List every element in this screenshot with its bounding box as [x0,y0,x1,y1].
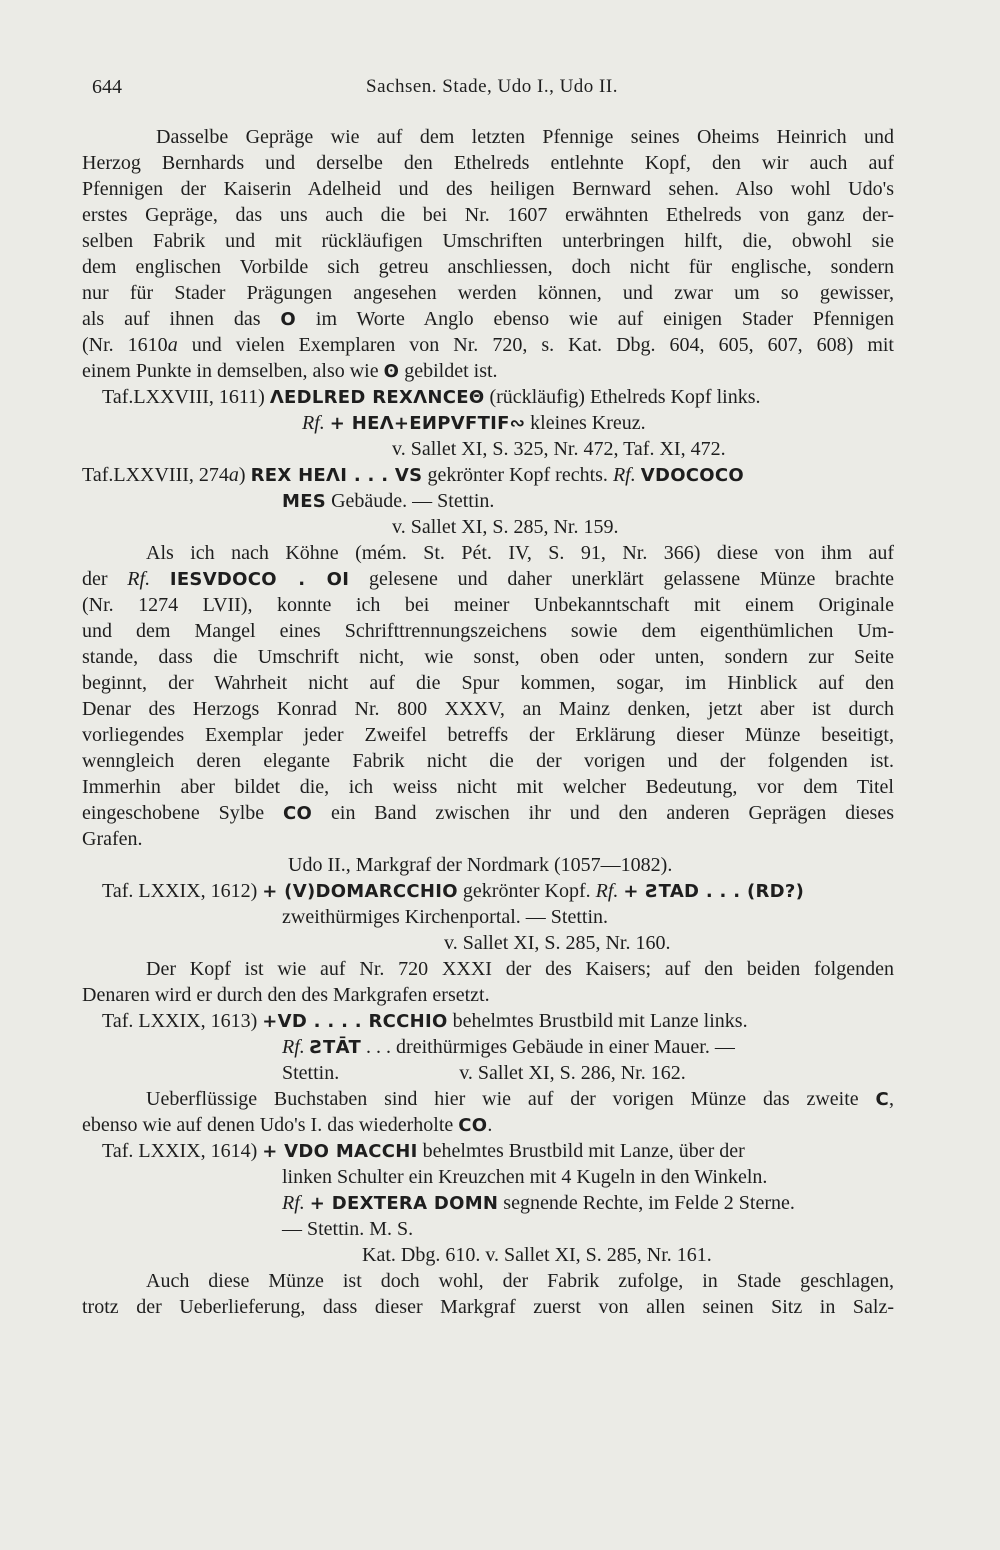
text-segment: Herzog Bernhards und derselbe den Ethelreds entlehnte Kopf, den wir auch auf [82,152,894,174]
reverse-abbrev: Rf. [595,880,619,902]
citation-line [82,514,894,540]
coin-legend: IESVDOCO . OI [169,569,350,590]
text-line [82,644,894,670]
text-segment: und vielen Exemplaren von Nr. 720, s. Kat. Dbg. 604, 605, 607, 608) mit [177,334,894,356]
coin-legend: ΛEDLRED REXΛNCEΘ [269,387,485,408]
plate-ref: Taf. LXXIX, 1614) [102,1140,263,1162]
text-segment: — Stettin. M. S. [282,1218,414,1240]
coin-legend: + DEXTERA DOMN [309,1193,499,1214]
text-segment: ) [238,464,251,486]
text-line [82,358,894,384]
citation: v. Sallet XI, S. 286, Nr. 162. [459,1062,686,1084]
text-segment: Der Kopf ist wie auf Nr. 720 XXXI der des Kaisers; auf den beiden folgenden [146,958,894,980]
text-line [82,150,894,176]
text-segment: . . . dreithürmiges Gebäude in einer Mauer. — [361,1036,735,1058]
text-line [82,670,894,696]
text-segment: stande, dass die Umschrift nicht, wie sonst, oben oder unten, sondern zur Seite [82,646,894,668]
text-line [82,280,894,306]
entry-line [82,1034,894,1060]
text-segment: einem Punkte in demselben, also wie [82,360,384,382]
plate-ref: Taf.LXXVIII, 1611) [102,386,270,408]
entry-line [82,878,894,904]
text-line [82,982,894,1008]
text-segment: selben Fabrik und mit rückläufigen Umschriften unterbringen hilft, die, obwohl sie [82,230,894,252]
coin-legend: ʘ [383,361,400,382]
text-line [82,800,894,826]
coin-legend: ƧTĀT [309,1037,362,1058]
text-segment: gebildet ist. [399,360,498,382]
coin-legend: MES [282,491,327,512]
coin-legend: CO [458,1115,488,1136]
reverse-abbrev: Rf. [282,1036,305,1058]
coin-legend: REX HEΛI . . . VS [250,465,423,486]
text-line [82,254,894,280]
text-segment: segnende Rechte, im Felde 2 Sterne. [498,1192,795,1214]
entry-line [82,488,894,514]
citation: v. Sallet XI, S. 325, Nr. 472, Taf. XI, 472. [392,438,726,460]
text-segment: behelmtes Brustbild mit Lanze, über der [417,1140,745,1162]
section-heading [82,852,894,878]
text-line [82,228,894,254]
citation: v. Sallet XI, S. 285, Nr. 159. [392,516,619,538]
entry-line [82,904,894,930]
text-segment: ein Band zwischen ihr und den anderen Geprägen dieses [312,802,894,824]
citation-line [82,436,894,462]
reverse-abbrev: Rf. [302,412,325,434]
coin-legend: VDOCOCO [640,465,745,486]
plate-ref: Taf. LXXIX, 1612) [102,880,263,902]
text-segment: Pfennigen der Kaiserin Adelheid und des heiligen Bernward sehen. Also wohl Udo's [82,178,894,200]
entry-line [82,1008,894,1034]
text-line [82,1086,894,1112]
text-segment: vorliegendes Exemplar jeder Zweifel betreffs der Erklärung dieser Münze beseitigt, [82,724,894,746]
coin-legend: + VDO MACCHI [262,1141,418,1162]
text-line [82,618,894,644]
text-line [82,306,894,332]
entry-line [82,1138,894,1164]
text-segment: linken Schulter ein Kreuzchen mit 4 Kugeln in den Winkeln. [282,1166,768,1188]
text-segment: trotz der Ueberlieferung, dass dieser Markgraf zuerst von allen seinen Sitz in Salz- [82,1296,894,1318]
text-segment: . [487,1114,493,1136]
citation-line [82,930,894,956]
text-line [82,566,894,592]
text-segment: Dasselbe Gepräge wie auf dem letzten Pfennige seines Oheims Heinrich und [156,126,894,148]
text-line [82,696,894,722]
text-segment: Stettin. [282,1062,340,1084]
text-line [82,540,894,566]
text-segment: (Nr. 1610 [82,334,168,356]
text-segment: Ueberflüssige Buchstaben sind hier wie auf der vorigen Münze das zweite [146,1088,876,1110]
text-segment: als auf ihnen das [82,308,281,330]
text-line [82,592,894,618]
text-segment: gekrönter Kopf rechts. [422,464,613,486]
entry-line [82,1216,894,1242]
text-line [82,124,894,150]
citation-line [82,1242,894,1268]
text-line [82,722,894,748]
coin-legend: + HEΛ+EИPVFTIF∾ [329,413,526,434]
entry-line [82,1164,894,1190]
text-segment: kleines Kreuz. [525,412,646,434]
text-segment: der [82,568,128,590]
coin-legend: + ƧTAD . . . (RD?) [623,881,805,902]
text-segment: Grafen. [82,828,143,850]
text-segment: ebenso wie auf denen Udo's I. das wiederholte [82,1114,459,1136]
text-segment: Auch diese Münze ist doch wohl, der Fabrik zufolge, in Stade geschlagen, [146,1270,894,1292]
italic-suffix: a [167,334,178,356]
text-segment: nur für Stader Prägungen angesehen werden können, und zwar um so gewisser, [82,282,894,304]
coin-legend: +VD . . . . RCCHIO [262,1011,448,1032]
text-segment: Immerhin aber bildet die, ich weiss nicht mit welcher Bedeutung, vor dem Titel [82,776,894,798]
text-line [82,956,894,982]
text-segment: dem englischen Vorbilde sich getreu anschliessen, doch nicht für englische, sondern [82,256,894,278]
coin-legend: C [875,1089,889,1110]
text-line [82,748,894,774]
text-segment: , [889,1088,894,1110]
citation: Kat. Dbg. 610. v. Sallet XI, S. 285, Nr. 161. [362,1244,712,1266]
entry-line [82,1060,894,1086]
text-segment [150,568,170,590]
text-segment: und dem Mangel eines Schrifttrennungszeichens sowie dem eigenthümlichen Um- [82,620,894,642]
page-header [92,76,892,102]
text-segment: im Worte Anglo ebenso wie auf einigen Stader Pfennigen [296,308,894,330]
coin-legend: + (V)DOMARCCHIO [262,881,458,902]
reverse-abbrev: Rf. [282,1192,305,1214]
text-segment: zweithürmiges Kirchenportal. — Stettin. [282,906,609,928]
citation: v. Sallet XI, S. 285, Nr. 160. [444,932,671,954]
text-line [82,332,894,358]
text-segment: gelesene und daher unerklärt gelassene Münze brachte [349,568,894,590]
entry-line [82,384,894,410]
italic-suffix: a [228,464,239,486]
running-title: Sachsen. Stade, Udo I., Udo II. [366,76,618,97]
entry-line [82,410,894,436]
text-line [82,1112,894,1138]
text-segment: erstes Gepräge, das uns auch die bei Nr. 1607 erwähnten Ethelreds von ganz der- [82,204,894,226]
text-segment: eingeschobene Sylbe [82,802,284,824]
text-segment: Denar des Herzogs Konrad Nr. 800 XXXV, an Mainz denken, jetzt aber ist durch [82,698,894,720]
text-segment: wenngleich deren elegante Fabrik nicht die der vorigen und der folgenden ist. [82,750,894,772]
reverse-abbrev: Rf. [127,568,151,590]
entry-line [82,1190,894,1216]
entry-line [82,462,894,488]
text-line [82,826,894,852]
text-line [82,774,894,800]
text-line [82,1294,894,1320]
text-line [82,176,894,202]
text-segment: Denaren wird er durch den des Markgrafen ersetzt. [82,984,490,1006]
plate-ref: Taf. LXXIX, 1613) [102,1010,263,1032]
coin-legend: CO [283,803,313,824]
text-segment: beginnt, der Wahrheit nicht auf die Spur kommen, sogar, im Hinblick auf den [82,672,894,694]
coin-legend: O [280,309,296,330]
reverse-abbrev: Rf. [612,464,636,486]
text-segment: Gebäude. — Stettin. [326,490,495,512]
text-line [82,202,894,228]
text-line [82,1268,894,1294]
page-number: 644 [92,76,122,98]
page-body [82,124,894,1320]
text-segment: gekrönter Kopf. [457,880,596,902]
text-segment: behelmtes Brustbild mit Lanze links. [447,1010,748,1032]
text-segment: Als ich nach Köhne (mém. St. Pét. IV, S. 91, Nr. 366) diese von ihm auf [146,542,894,564]
text-segment: (Nr. 1274 LVII), konnte ich bei meiner Unbekanntschaft mit einem Originale [82,594,894,616]
heading-text: Udo II., Markgraf der Nordmark (1057—1082). [288,854,673,876]
text-segment: (rückläufig) Ethelreds Kopf links. [484,386,761,408]
plate-ref: Taf.LXXVIII, 274 [82,464,229,486]
